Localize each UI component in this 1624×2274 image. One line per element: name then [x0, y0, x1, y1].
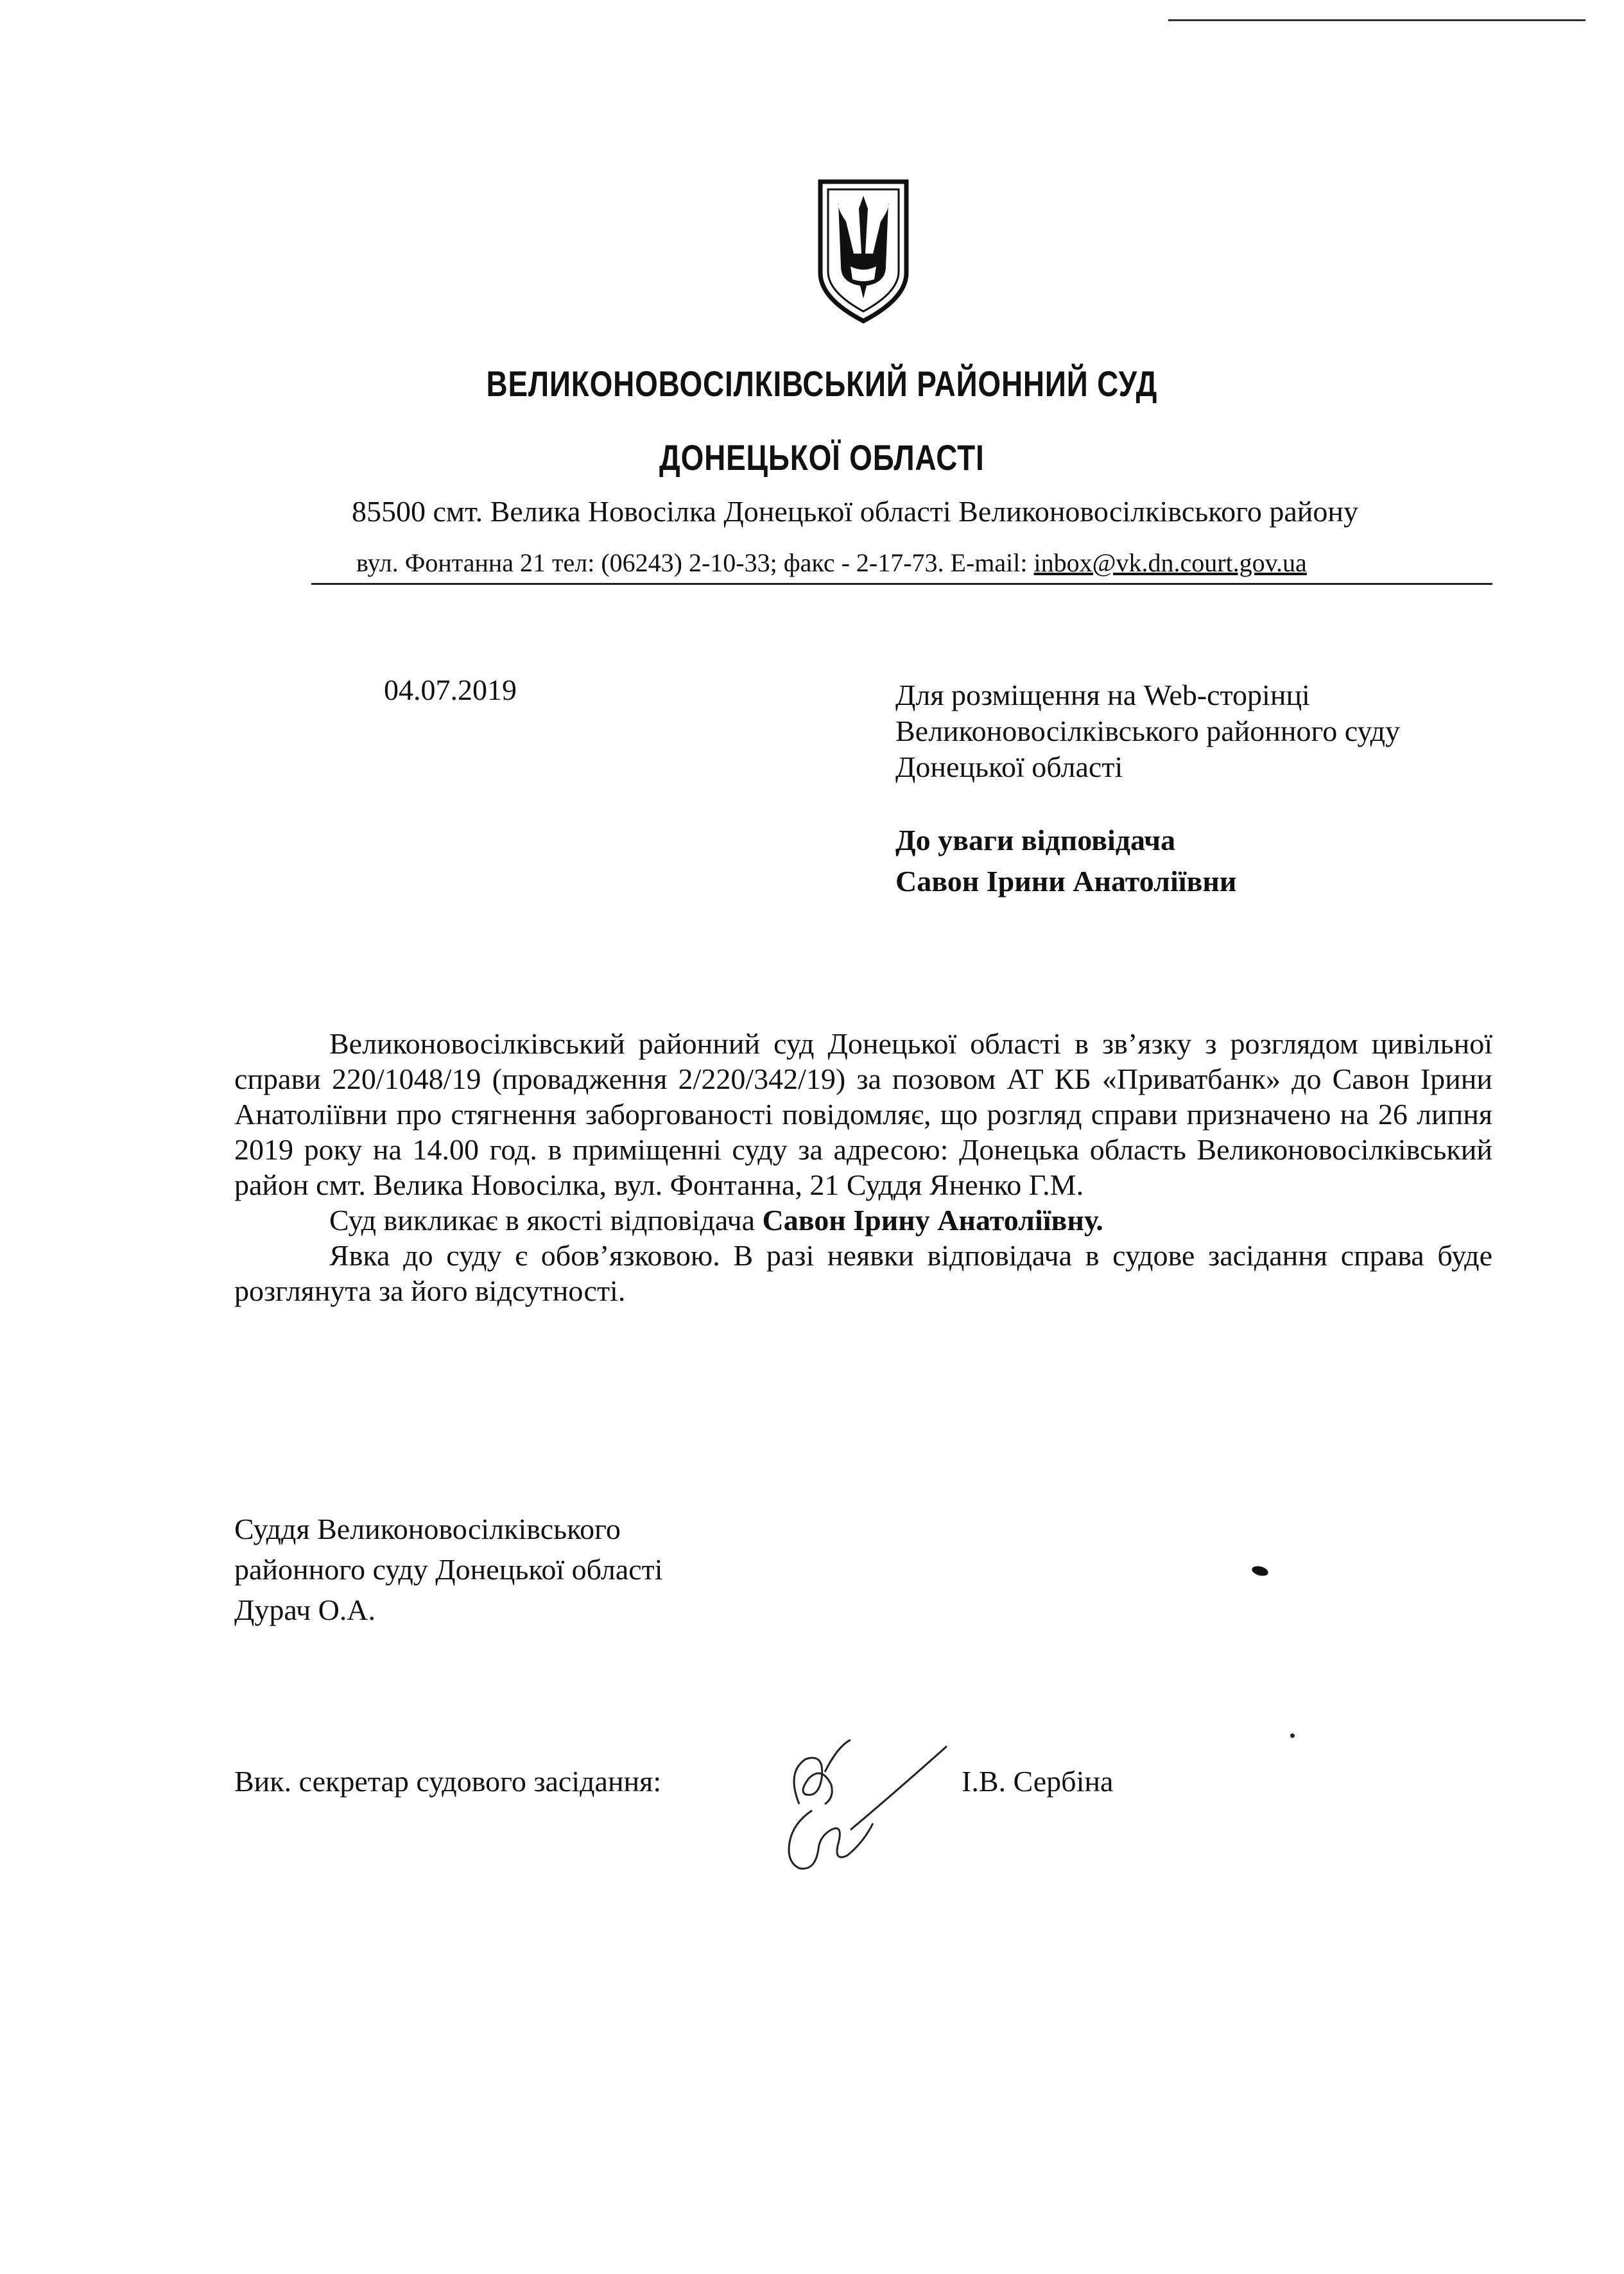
- scan-top-line: [1168, 19, 1585, 21]
- addressee-line: Донецької області: [895, 751, 1123, 783]
- trident-coat-of-arms-icon: [815, 177, 911, 324]
- attention-block: [895, 820, 1236, 902]
- addressee-block: [895, 677, 1400, 785]
- attention-line: Савон Ірини Анатоліївни: [895, 865, 1237, 898]
- court-name-line1: ВЕЛИКОНОВОСІЛКІВСЬКИЙ РАЙОННИЙ СУД: [486, 363, 1158, 404]
- defendant-name: Савон Ірину Анатоліївну.: [762, 1204, 1103, 1237]
- scan-speck: [1251, 1565, 1270, 1577]
- header-separator: [311, 583, 1492, 585]
- attention-line: До уваги відповідача: [895, 824, 1176, 856]
- court-address-line2: [356, 548, 1307, 578]
- handwritten-signature-icon: [761, 1733, 953, 1894]
- summons-text: Суд викликає в якості відповідача: [329, 1204, 763, 1237]
- judge-line: Дурач О.А.: [234, 1593, 376, 1626]
- secretary-name: І.В. Сербіна: [962, 1765, 1114, 1798]
- scan-speck: [1290, 1733, 1295, 1738]
- notice-paragraph: Явка до суду є обов’язковою. В разі неявки відповідача в судове засідання справа буде розглянута за його відсутності.: [234, 1239, 1492, 1307]
- notice-paragraph: Великоновосілківський районний суд Донецької області в зв’язку з розглядом цивільної справи 220/1048/19 (провадження 2/220/342/19) за позовом АТ КБ «Приватбанк» до Савон Ірини Анатоліївни про стягнення заборгованості повідомляє, що розгляд справи призначено на 26 липня 2019 року на 14.00 год. в приміщенні суду за адресою: Донецька область Великоновосілківський район смт. Велика Новосілка, вул. Фонтанна, 21 Суддя Яненко Г.М.: [234, 1027, 1492, 1201]
- addressee-line: Великоновосілківського районного суду: [895, 715, 1401, 747]
- judge-line: Суддя Великоновосілківського: [234, 1513, 621, 1545]
- court-email-link[interactable]: inbox@vk.dn.court.gov.ua: [1033, 548, 1307, 577]
- secretary-title: Вик. секретар судового засідання:: [234, 1765, 662, 1798]
- notice-body: [234, 1026, 1492, 1308]
- notice-paragraph: [234, 1202, 1492, 1238]
- judge-line: районного суду Донецької області: [234, 1553, 663, 1586]
- court-contacts: вул. Фонтанна 21 тел: (06243) 2-10-33; факс - 2-17-73. E-mail:: [356, 548, 1034, 577]
- judge-signature-block: [234, 1509, 663, 1630]
- court-name-line2: ДОНЕЦЬКОЇ ОБЛАСТІ: [659, 437, 985, 478]
- document-date: 04.07.2019: [384, 673, 517, 706]
- court-address-line1: 85500 смт. Велика Новосілка Донецької області Великоновосілківського району: [352, 495, 1358, 528]
- addressee-line: Для розміщення на Web-сторінці: [895, 679, 1310, 711]
